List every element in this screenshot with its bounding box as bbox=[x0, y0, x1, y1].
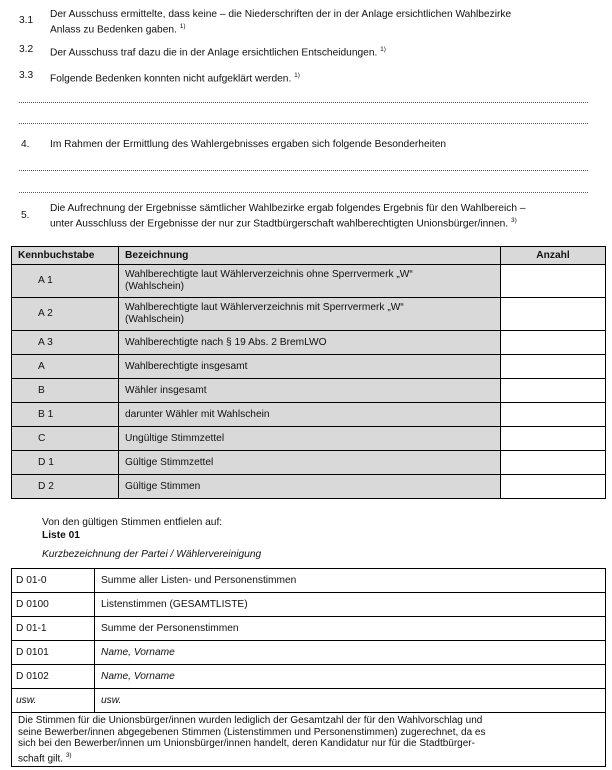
item-4-text: Im Rahmen der Ermittlung des Wahlergebnisses ergaben sich folgende Besonderheiten bbox=[50, 139, 447, 150]
count-cell[interactable] bbox=[501, 451, 606, 475]
row-label: Summe aller Listen- und Personenstimmen bbox=[95, 569, 606, 593]
fill-in-line[interactable] bbox=[19, 123, 588, 124]
footnote-ref: 1) bbox=[179, 23, 186, 30]
row-label: Wahlberechtigte laut Wählerverzeichnis mit Sperrvermerk „W“ (Wahlschein) bbox=[119, 298, 501, 331]
count-cell[interactable] bbox=[501, 475, 606, 499]
results-table bbox=[11, 246, 606, 499]
note-row bbox=[12, 713, 606, 767]
item-3-3-number: 3.3 bbox=[19, 70, 34, 81]
row-key: A 3 bbox=[12, 331, 119, 355]
table-row bbox=[12, 298, 606, 331]
row-key: B 1 bbox=[12, 403, 119, 427]
party-label: Kurzbezeichnung der Partei / Wählervereinigung bbox=[42, 549, 262, 560]
table-row bbox=[12, 617, 606, 641]
table-row bbox=[12, 427, 606, 451]
item-5-text: Die Aufrechnung der Ergebnisse sämtlicher Wahlbezirke ergab folgendes Ergebnis für den Wahlbereich – unter Ausschluss der Ergebnisse der nur zur Stadtbürgerschaft wahlberechtigten Unionsbürger/innen. $^{3)}$ bbox=[50, 203, 526, 230]
row-key: D 01-0 bbox=[12, 569, 95, 593]
count-cell[interactable] bbox=[501, 379, 606, 403]
row-label: Wahlberechtigte insgesamt bbox=[119, 355, 501, 379]
item-3-2-text: Der Ausschuss traf dazu die in der Anlage ersichtlichen Entscheidungen. $^{1)}$ bbox=[50, 46, 386, 59]
table-row bbox=[12, 379, 606, 403]
header-bezeichnung: Bezeichnung bbox=[119, 247, 501, 265]
footnote-ref: 3) bbox=[510, 217, 517, 224]
row-key: C bbox=[12, 427, 119, 451]
row-label: Summe der Personenstimmen bbox=[95, 617, 606, 641]
row-key: usw. bbox=[12, 689, 95, 713]
count-cell[interactable] bbox=[501, 298, 606, 331]
item-4-number: 4. bbox=[21, 139, 30, 150]
table-row bbox=[12, 331, 606, 355]
row-key: D 2 bbox=[12, 475, 119, 499]
row-label: Ungültige Stimmzettel bbox=[119, 427, 501, 451]
table-row bbox=[12, 403, 606, 427]
table-row bbox=[12, 689, 606, 713]
count-cell[interactable] bbox=[501, 265, 606, 298]
row-key: D 0102 bbox=[12, 665, 95, 689]
unionsbuerger-note: Die Stimmen für die Unionsbürger/innen wurden lediglich der Gesamtzahl der für den Wahlvorschlag und seine Bewerber/innen abgegebenen Stimmen (Listenstimmen und Personenstimmen) zugerechnet, da es sich bei den Bewerber/innen um Unionsbürger/innen handelt, deren Kandidatur nur für die Stadtbürger- schaft gilt. $^{3)}$ bbox=[12, 713, 606, 767]
list-label: Liste 01 bbox=[42, 530, 80, 541]
fill-in-line[interactable] bbox=[19, 192, 588, 193]
count-cell[interactable] bbox=[501, 331, 606, 355]
row-key: D 1 bbox=[12, 451, 119, 475]
row-label: Name, Vorname bbox=[95, 641, 606, 665]
header-anzahl: Anzahl bbox=[501, 247, 606, 265]
item-3-3-text: Folgende Bedenken konnten nicht aufgeklärt werden. $^{1)}$ bbox=[50, 72, 300, 85]
footnote-ref: 1) bbox=[294, 72, 300, 79]
fill-in-line[interactable] bbox=[19, 170, 588, 171]
table-header-row bbox=[12, 247, 606, 265]
item-3-1-text: Der Ausschuss ermittelte, dass keine – die Niederschriften der in der Anlage ersichtlichen Wahlbezirke Anlass zu Bedenken gaben. $^{1)}$ bbox=[50, 9, 512, 36]
item-3-2-number: 3.2 bbox=[19, 44, 34, 55]
row-label: usw. bbox=[95, 689, 606, 713]
row-label: Gültige Stimmen bbox=[119, 475, 501, 499]
row-key: B bbox=[12, 379, 119, 403]
row-key: D 0101 bbox=[12, 641, 95, 665]
footnote-ref: 1) bbox=[380, 46, 386, 53]
header-kennbuchstabe: Kennbuchstabe bbox=[12, 247, 119, 265]
row-label: Gültige Stimmzettel bbox=[119, 451, 501, 475]
item-3-1-number: 3.1 bbox=[19, 15, 34, 26]
table-row bbox=[12, 665, 606, 689]
table-row bbox=[12, 593, 606, 617]
table-row bbox=[12, 641, 606, 665]
row-key: D 01-1 bbox=[12, 617, 95, 641]
row-label: darunter Wähler mit Wahlschein bbox=[119, 403, 501, 427]
footnote-ref: 3) bbox=[65, 751, 72, 759]
table-row bbox=[12, 355, 606, 379]
table-row bbox=[12, 475, 606, 499]
count-cell[interactable] bbox=[501, 403, 606, 427]
row-label: Wähler insgesamt bbox=[119, 379, 501, 403]
row-label: Wahlberechtigte nach § 19 Abs. 2 BremLWO bbox=[119, 331, 501, 355]
list-votes-table bbox=[11, 568, 606, 767]
row-label: Listenstimmen (GESAMTLISTE) bbox=[95, 593, 606, 617]
fill-in-line[interactable] bbox=[19, 102, 588, 103]
row-key: A bbox=[12, 355, 119, 379]
table-row bbox=[12, 569, 606, 593]
row-key: A 2 bbox=[12, 298, 119, 331]
row-label: Name, Vorname bbox=[95, 665, 606, 689]
count-cell[interactable] bbox=[501, 355, 606, 379]
votes-intro: Von den gültigen Stimmen entfielen auf: bbox=[42, 517, 223, 528]
row-key: D 0100 bbox=[12, 593, 95, 617]
count-cell[interactable] bbox=[501, 427, 606, 451]
table-row bbox=[12, 265, 606, 298]
row-key: A 1 bbox=[12, 265, 119, 298]
item-5-number: 5. bbox=[21, 210, 30, 221]
table-row bbox=[12, 451, 606, 475]
row-label: Wahlberechtigte laut Wählerverzeichnis ohne Sperrvermerk „W“ (Wahlschein) bbox=[119, 265, 501, 298]
